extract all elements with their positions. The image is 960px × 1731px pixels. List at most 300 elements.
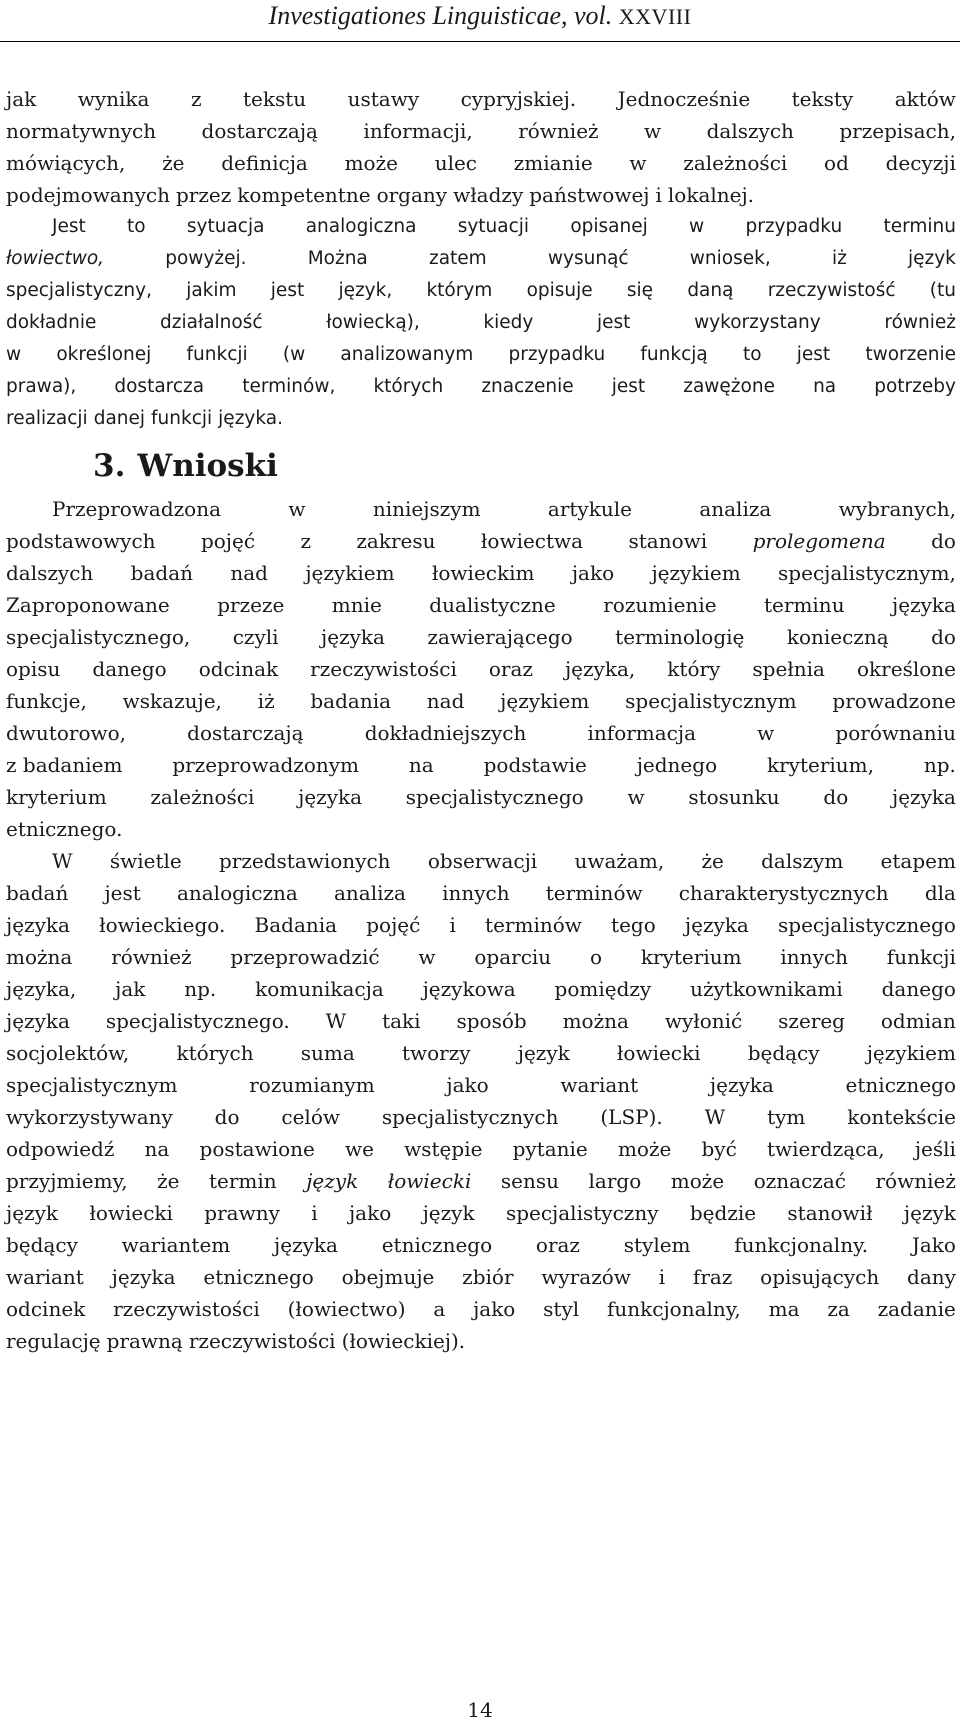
word: innych xyxy=(442,881,510,905)
word: dualistyczne xyxy=(429,593,556,617)
word: jednego xyxy=(636,753,718,777)
word: specjalistycznym xyxy=(625,689,797,713)
word: zbiór xyxy=(462,1265,514,1289)
word: łowiecki xyxy=(387,1169,472,1193)
word: również xyxy=(111,945,192,969)
word: ulec xyxy=(434,151,478,175)
word: suma xyxy=(300,1041,355,1065)
word: funkcjonalny, xyxy=(606,1297,741,1321)
word: wariant xyxy=(560,1073,639,1097)
word: w xyxy=(757,721,775,745)
text-line xyxy=(6,1101,956,1133)
word: z xyxy=(190,87,202,111)
text-line xyxy=(6,717,956,749)
text-line xyxy=(6,621,956,653)
word: celów xyxy=(281,1105,340,1129)
text-line xyxy=(6,1293,956,1325)
word: Badania xyxy=(254,913,338,937)
word: można xyxy=(562,1009,629,1033)
word: na xyxy=(144,1137,170,1161)
word: wybranych, xyxy=(838,497,956,521)
word: kontekście xyxy=(847,1105,956,1129)
text-line xyxy=(6,1005,956,1037)
word: pojęć xyxy=(200,529,256,553)
word: przedstawionych xyxy=(218,849,391,873)
text-line xyxy=(6,147,956,179)
word: termin xyxy=(209,1169,277,1193)
text-line xyxy=(6,339,956,371)
word: z badaniem xyxy=(6,753,123,777)
section-number: 3. xyxy=(93,448,126,484)
word: W xyxy=(704,1105,726,1129)
word: podstawie xyxy=(483,753,587,777)
word: stosunku xyxy=(688,785,780,809)
word: zmianie xyxy=(513,151,593,175)
word: mnie xyxy=(331,593,382,617)
word: język xyxy=(422,1201,475,1225)
word: uważam, xyxy=(574,849,665,873)
text-line xyxy=(6,749,956,781)
word: językiem xyxy=(305,561,395,585)
word: władzy xyxy=(453,183,524,207)
word: dostarczają xyxy=(201,119,318,143)
word: W xyxy=(52,849,73,873)
word: kiedy xyxy=(483,312,534,333)
word: postawione xyxy=(199,1137,315,1161)
word: largo xyxy=(588,1169,642,1193)
word: danego xyxy=(881,977,956,1001)
word: jako xyxy=(473,1297,516,1321)
word: zatem xyxy=(428,248,487,269)
word: dostarczają xyxy=(187,721,304,745)
word: języka xyxy=(111,1265,176,1289)
word: jest xyxy=(597,312,631,333)
word: do xyxy=(931,529,956,553)
word: ustawy xyxy=(347,87,420,111)
word: specjalistycznych xyxy=(381,1105,559,1129)
word: na xyxy=(813,376,837,397)
word: rozumienie xyxy=(603,593,717,617)
word: to xyxy=(742,344,762,365)
word: rzeczywistości xyxy=(310,657,457,681)
word: jako xyxy=(571,561,615,585)
word: dokładniejszych xyxy=(364,721,527,745)
word: socjolektów, xyxy=(6,1041,130,1065)
text-line xyxy=(6,685,956,717)
word: którym xyxy=(426,280,493,301)
word: etnicznego xyxy=(381,1233,493,1257)
word: być xyxy=(701,1137,737,1161)
word: języka xyxy=(321,625,385,649)
word: w xyxy=(629,151,647,175)
text-line xyxy=(6,909,956,941)
word: danego xyxy=(92,657,167,681)
word: stylem xyxy=(623,1233,691,1257)
word: stanowi xyxy=(628,529,708,553)
word: określone xyxy=(857,657,956,681)
word: oparciu xyxy=(474,945,552,969)
word: funkcji xyxy=(886,945,956,969)
word: język xyxy=(903,1201,956,1225)
text-line xyxy=(6,493,956,525)
word: spełnia xyxy=(752,657,825,681)
word: powyżej. xyxy=(165,248,247,269)
word: kryterium xyxy=(640,945,742,969)
word: W xyxy=(325,1009,347,1033)
word: danej xyxy=(93,408,146,429)
word: tego xyxy=(611,913,656,937)
text-line xyxy=(6,781,956,813)
word: odpowiedź xyxy=(6,1137,115,1161)
word: państwowej xyxy=(529,183,650,207)
word: Jako xyxy=(911,1233,956,1257)
word: Zaproponowane xyxy=(6,593,170,617)
word: również xyxy=(518,119,599,143)
page-number: 14 xyxy=(467,1698,493,1722)
word: dalszych xyxy=(6,561,94,585)
word: kryterium xyxy=(6,785,107,809)
word: w xyxy=(689,216,705,237)
word: języka xyxy=(6,1009,70,1033)
word: może xyxy=(670,1169,725,1193)
word: podstawowych xyxy=(6,529,156,553)
word: językiem xyxy=(651,561,741,585)
word: jest xyxy=(270,280,305,301)
word: który xyxy=(667,657,721,681)
word: tworzy xyxy=(401,1041,471,1065)
word: artykule xyxy=(547,497,632,521)
word: tworzenie xyxy=(865,344,956,365)
word: komunikacja xyxy=(255,977,384,1001)
word: jakim xyxy=(186,280,237,301)
word: terminologię xyxy=(615,625,745,649)
word: za xyxy=(827,1297,850,1321)
word: zadanie xyxy=(877,1297,956,1321)
word: określonej xyxy=(56,344,152,365)
journal-volume: XXVIII xyxy=(618,4,692,29)
word: łowiecką), xyxy=(326,312,420,333)
word: porównaniu xyxy=(835,721,956,745)
word: język xyxy=(908,248,956,269)
word: jako xyxy=(348,1201,392,1225)
word: specjalistycznym, xyxy=(778,561,956,585)
word: funkcji xyxy=(186,344,248,365)
text-line xyxy=(6,83,956,115)
word: wysunąć xyxy=(547,248,629,269)
word: kryterium, xyxy=(766,753,874,777)
word: nad xyxy=(426,689,465,713)
word: dla xyxy=(924,881,956,905)
word: informacja xyxy=(587,721,697,745)
running-header xyxy=(0,0,960,32)
word: rzeczywistości xyxy=(188,1329,336,1353)
word: dalszych xyxy=(706,119,794,143)
word: Jednocześnie xyxy=(617,87,751,111)
word: np. xyxy=(184,977,217,1001)
word: do xyxy=(214,1105,240,1129)
word: (w xyxy=(282,344,306,365)
word: języka, xyxy=(6,977,77,1001)
word: specjalistyczny xyxy=(505,1201,659,1225)
word: język xyxy=(6,1201,58,1225)
word: w xyxy=(644,119,662,143)
word: jest xyxy=(104,881,141,905)
word: przepisach, xyxy=(839,119,956,143)
word: fraz xyxy=(692,1265,733,1289)
word: tym xyxy=(767,1105,806,1129)
word: znaczenie xyxy=(481,376,574,397)
word: języka xyxy=(709,1073,774,1097)
body-text xyxy=(6,83,956,1357)
word: łowieckim xyxy=(431,561,535,585)
journal-title: Investigationes Linguisticae, vol. xyxy=(268,1,613,30)
word: (łowiectwo) xyxy=(287,1297,406,1321)
text-line xyxy=(6,1261,956,1293)
word: taki xyxy=(382,1009,421,1033)
word: w xyxy=(627,785,645,809)
word: pomiędzy xyxy=(554,977,652,1001)
word: nad xyxy=(230,561,268,585)
word: odmian xyxy=(880,1009,956,1033)
word: można xyxy=(6,945,73,969)
word: do xyxy=(823,785,849,809)
word: łowiectwa xyxy=(480,529,584,553)
word: językowa xyxy=(422,977,516,1001)
word: w xyxy=(288,497,306,521)
word: specjalistycznego xyxy=(405,785,584,809)
word: zakresu xyxy=(356,529,436,553)
text-line xyxy=(6,371,956,403)
text-line xyxy=(6,307,956,339)
text-line xyxy=(6,403,956,435)
word: prawny xyxy=(204,1201,280,1225)
word: specjalistycznego, xyxy=(6,625,191,649)
text-line xyxy=(6,179,956,211)
word: przeprowadzić xyxy=(230,945,380,969)
word: opisu xyxy=(6,657,61,681)
word: będący xyxy=(747,1041,820,1065)
word: analiza xyxy=(699,497,772,521)
word: i xyxy=(658,1265,666,1289)
text-line xyxy=(6,973,956,1005)
word: których xyxy=(176,1041,254,1065)
word: od xyxy=(824,151,849,175)
word: styl xyxy=(543,1297,580,1321)
word: sytuacja xyxy=(186,216,265,237)
word: rzeczywistość xyxy=(767,280,896,301)
word: że xyxy=(701,849,724,873)
word: terminów xyxy=(485,913,582,937)
word: potrzeby xyxy=(874,376,956,397)
word: iż xyxy=(257,689,275,713)
word: do xyxy=(931,625,956,649)
text-line xyxy=(6,653,956,685)
word: wykorzystany xyxy=(694,312,821,333)
word: specjalistycznego. xyxy=(105,1009,290,1033)
word: łowiecki xyxy=(89,1201,173,1225)
word: również xyxy=(884,312,956,333)
word: języka xyxy=(684,913,749,937)
word: że xyxy=(157,1169,180,1193)
word: językiem xyxy=(866,1041,956,1065)
word: Jest xyxy=(52,216,86,237)
word: przeze xyxy=(217,593,285,617)
word: w xyxy=(418,945,436,969)
text-line xyxy=(6,1069,956,1101)
word: dwutorowo, xyxy=(6,721,126,745)
word: zależności xyxy=(150,785,255,809)
word: i xyxy=(311,1201,318,1225)
word: język xyxy=(306,1169,359,1193)
word: etnicznego xyxy=(203,1265,314,1289)
word: oznaczać xyxy=(753,1169,846,1193)
word: prolegomena xyxy=(752,529,886,553)
word: charakterystycznych xyxy=(678,881,889,905)
word: dalszym xyxy=(761,849,844,873)
word: terminów, xyxy=(242,376,336,397)
word: sytuacji xyxy=(457,216,530,237)
word: z xyxy=(300,529,311,553)
word: na xyxy=(408,753,434,777)
word: normatywnych xyxy=(6,119,157,143)
word: użytkownikami xyxy=(690,977,843,1001)
word: że xyxy=(162,151,185,175)
word: oraz xyxy=(535,1233,580,1257)
text-line xyxy=(6,941,956,973)
word: etapem xyxy=(880,849,956,873)
word: rozumianym xyxy=(249,1073,375,1097)
word: specjalistyczny, xyxy=(6,280,152,301)
word: (tu xyxy=(929,280,956,301)
text-line xyxy=(6,1133,956,1165)
word: wyłonić xyxy=(664,1009,743,1033)
word: w xyxy=(6,344,22,365)
word: konieczną xyxy=(786,625,889,649)
word: świetle xyxy=(109,849,182,873)
word: etnicznego. xyxy=(6,817,123,841)
word: analogiczna xyxy=(176,881,298,905)
text-line xyxy=(6,1229,956,1261)
word: aktów xyxy=(894,87,956,111)
word: a xyxy=(433,1297,446,1321)
word: pojęć xyxy=(366,913,421,937)
word: języka, xyxy=(564,657,636,681)
word: Można xyxy=(307,248,368,269)
word: opisanej xyxy=(570,216,648,237)
word: wniosek, xyxy=(689,248,771,269)
word: badań xyxy=(6,881,69,905)
word: decyzji xyxy=(885,151,956,175)
text-line xyxy=(6,243,956,275)
word: opisujących xyxy=(760,1265,880,1289)
word: szereg xyxy=(778,1009,845,1033)
word: języka xyxy=(892,593,956,617)
word: Przeprowadzona xyxy=(52,497,222,521)
word: prawną xyxy=(106,1329,183,1353)
word: wariant xyxy=(6,1265,84,1289)
text-line xyxy=(6,1197,956,1229)
word: będący xyxy=(6,1233,78,1257)
word: jeśli xyxy=(914,1137,956,1161)
text-line xyxy=(6,1165,956,1197)
word: języka. xyxy=(218,408,283,429)
word: realizacji xyxy=(6,408,88,429)
word: analizowanym xyxy=(340,344,474,365)
header-rule xyxy=(0,41,960,42)
word: lokalnej. xyxy=(667,183,755,207)
word: opisuje xyxy=(526,280,593,301)
word: jak xyxy=(6,87,37,111)
word: jak xyxy=(115,977,146,1001)
text-line xyxy=(6,877,956,909)
word: niniejszym xyxy=(372,497,481,521)
word: jako xyxy=(446,1073,489,1097)
word: to xyxy=(127,216,146,237)
word: badania xyxy=(310,689,392,713)
word: język, xyxy=(338,280,393,301)
word: wstępie xyxy=(404,1137,483,1161)
word: może xyxy=(344,151,398,175)
word: sposób xyxy=(456,1009,527,1033)
word: o xyxy=(590,945,603,969)
word: iż xyxy=(831,248,847,269)
word: twierdząca, xyxy=(766,1137,885,1161)
word: funkcje, xyxy=(6,689,87,713)
word: oraz xyxy=(488,657,533,681)
word: informacji, xyxy=(363,119,473,143)
word: mówiących, xyxy=(6,151,126,175)
word: wariantem xyxy=(121,1233,231,1257)
word: definicja xyxy=(221,151,308,175)
word: językiem xyxy=(500,689,590,713)
word: będzie xyxy=(689,1201,757,1225)
word: zawierającego xyxy=(427,625,573,649)
word: (LSP). xyxy=(600,1105,663,1129)
text-line xyxy=(6,1325,956,1357)
word: prowadzone xyxy=(832,689,956,713)
word: rzeczywistości xyxy=(113,1297,260,1321)
word: język xyxy=(517,1041,570,1065)
word: czyli xyxy=(232,625,279,649)
word: i xyxy=(655,183,662,207)
word: odcinek xyxy=(6,1297,86,1321)
word: łowiecki xyxy=(616,1041,701,1065)
word: odcinak xyxy=(198,657,279,681)
word: terminu xyxy=(764,593,845,617)
text-line xyxy=(6,557,956,589)
word: tekstu xyxy=(242,87,307,111)
text-line xyxy=(6,813,956,845)
word: funkcjonalny. xyxy=(734,1233,869,1257)
word: przyjmiemy, xyxy=(6,1169,128,1193)
text-line xyxy=(6,275,956,307)
word: analiza xyxy=(333,881,406,905)
word: innych xyxy=(780,945,848,969)
word: analogiczna xyxy=(305,216,417,237)
word: etnicznego xyxy=(845,1073,956,1097)
text-line xyxy=(6,845,956,877)
word: dany xyxy=(907,1265,956,1289)
word: badań xyxy=(130,561,194,585)
word: np. xyxy=(923,753,956,777)
word: języka xyxy=(6,913,70,937)
word: wskazuje, xyxy=(122,689,222,713)
text-line xyxy=(6,1037,956,1069)
word: regulację xyxy=(6,1329,101,1353)
word: przeprowadzonym xyxy=(172,753,360,777)
word: pytanie xyxy=(512,1137,588,1161)
word: prawa), xyxy=(6,376,77,397)
